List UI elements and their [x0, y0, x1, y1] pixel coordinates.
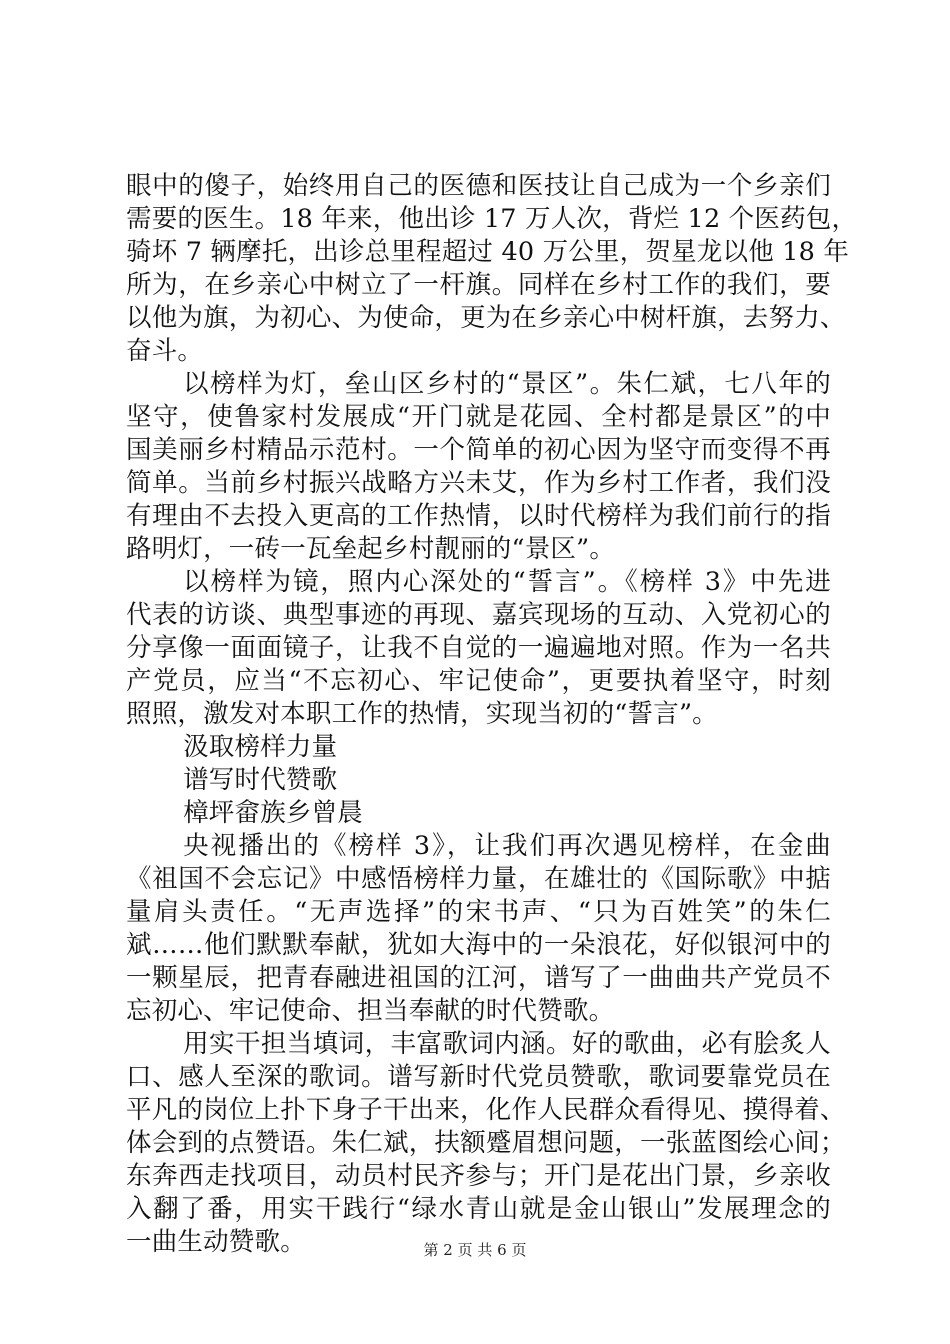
text-line: 谱写时代赞歌: [183, 765, 338, 795]
text-line: 以他为旗，为初心、为使命，更为在乡亲心中树杆旗，去努力、: [126, 303, 846, 333]
text-line: 国美丽乡村精品示范村。一个简单的初心因为坚守而变得不再: [126, 435, 831, 465]
text-line: 简单。当前乡村振兴战略方兴未艾，作为乡村工作者，我们没: [126, 468, 831, 498]
page-footer: 第 2 页 共 6 页: [423, 1241, 527, 1259]
text-line: 一颗星辰，把青春融进祖国的江河，谱写了一曲曲共产党员不: [126, 963, 831, 993]
text-line: 汲取榜样力量: [183, 732, 338, 762]
text-line: 骑坏 7 辆摩托，出诊总里程超过 40 万公里，贺星龙以他 18 年: [126, 237, 850, 267]
text-line: 照照，激发对本职工作的热情，实现当初的“誓言”。: [126, 699, 718, 729]
text-line: 坚守，使鲁家村发展成“开门就是花园、全村都是景区”的中: [126, 402, 831, 432]
text-line: 产党员，应当“不忘初心、牢记使命”，更要执着坚守，时刻: [126, 666, 831, 696]
text-line: 樟坪畲族乡曾晨: [183, 798, 364, 828]
text-line: 平凡的岗位上扑下身子干出来，化作人民群众看得见、摸得着、: [126, 1095, 846, 1125]
text-line: 央视播出的《榜样 3》，让我们再次遇见榜样，在金曲: [183, 831, 831, 861]
text-line: 以榜样为镜，照内心深处的“誓言”。《榜样 3》中先进: [183, 567, 831, 597]
text-line: 《祖国不会忘记》中感悟榜样力量，在雄壮的《国际歌》中掂: [126, 864, 831, 894]
text-line: 量肩头责任。“无声选择”的宋书声、“只为百姓笑”的朱仁: [126, 897, 831, 927]
text-line: 口、感人至深的歌词。谱写新时代党员赞歌，歌词要靠党员在: [126, 1062, 831, 1092]
text-line: 路明灯，一砖一瓦垒起乡村靓丽的“景区”。: [126, 534, 616, 564]
text-line: 有理由不去投入更高的工作热情，以时代榜样为我们前行的指: [126, 501, 831, 531]
text-line: 忘初心、牢记使命、担当奉献的时代赞歌。: [126, 996, 615, 1026]
text-line: 代表的访谈、典型事迹的再现、嘉宾现场的互动、入党初心的: [126, 600, 831, 630]
text-line: 需要的医生。18 年来，他出诊 17 万人次，背烂 12 个医药包，: [126, 204, 858, 234]
text-line: 东奔西走找项目，动员村民齐参与；开门是花出门景，乡亲收: [126, 1161, 831, 1191]
text-line: 入翻了番，用实干践行“绿水青山就是金山银山”发展理念的: [126, 1194, 831, 1224]
text-line: 用实干担当填词，丰富歌词内涵。好的歌曲，必有脍炙人: [183, 1029, 831, 1059]
text-line: 奋斗。: [126, 336, 204, 366]
text-line: 分享像一面面镜子，让我不自觉的一遍遍地对照。作为一名共: [126, 633, 831, 663]
document-body: [126, 170, 858, 1259]
text-line: 斌……他们默默奉献，犹如大海中的一朵浪花，好似银河中的: [126, 930, 831, 960]
text-line: 一曲生动赞歌。: [126, 1227, 306, 1257]
text-line: 以榜样为灯，垒山区乡村的“景区”。朱仁斌，七八年的: [183, 369, 831, 399]
text-line: 所为，在乡亲心中树立了一杆旗。同样在乡村工作的我们，要: [126, 270, 831, 300]
text-line: 眼中的傻子，始终用自己的医德和医技让自己成为一个乡亲们: [126, 171, 831, 201]
text-line: 体会到的点赞语。朱仁斌，扶额蹙眉想问题，一张蓝图绘心间；: [126, 1128, 846, 1158]
